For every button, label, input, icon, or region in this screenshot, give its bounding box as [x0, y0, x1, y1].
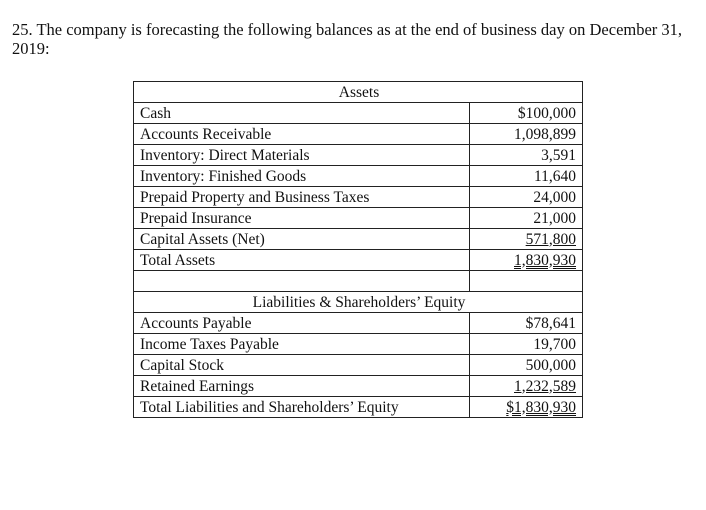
row-label: Retained Earnings — [134, 376, 470, 397]
assets-heading: Assets — [134, 82, 583, 103]
table-row — [134, 208, 583, 229]
spacer-row — [134, 271, 583, 292]
row-amount — [470, 229, 583, 250]
assets-heading-row — [134, 82, 583, 103]
table-row — [134, 313, 583, 334]
table-row — [134, 166, 583, 187]
row-amount: 19,700 — [470, 334, 583, 355]
row-label: Accounts Payable — [134, 313, 470, 334]
double-underlined-amount: $1,830,930 — [506, 398, 577, 416]
row-amount: $78,641 — [470, 313, 583, 334]
row-amount: 500,000 — [470, 355, 583, 376]
row-label: Total Assets — [134, 250, 470, 271]
row-amount — [470, 376, 583, 397]
row-label: Capital Stock — [134, 355, 470, 376]
row-label: Inventory: Direct Materials — [134, 145, 470, 166]
balance-sheet-table — [133, 81, 583, 418]
question-text: 25. The company is forecasting the following balances as at the end of business day on December 31, 2019: — [12, 20, 683, 58]
row-amount: 3,591 — [470, 145, 583, 166]
total-assets-row — [134, 250, 583, 271]
row-label: Accounts Receivable — [134, 124, 470, 145]
double-underlined-amount: 1,830,930 — [514, 251, 577, 269]
table-row — [134, 376, 583, 397]
row-amount: 11,640 — [470, 166, 583, 187]
row-label: Income Taxes Payable — [134, 334, 470, 355]
row-amount: $100,000 — [470, 103, 583, 124]
row-label: Capital Assets (Net) — [134, 229, 470, 250]
row-label: Prepaid Insurance — [134, 208, 470, 229]
row-amount — [470, 397, 583, 418]
table-row — [134, 334, 583, 355]
table-row — [134, 355, 583, 376]
liabilities-heading: Liabilities & Shareholders’ Equity — [134, 292, 583, 313]
row-label: Total Liabilities and Shareholders’ Equity — [134, 397, 470, 418]
table-row — [134, 124, 583, 145]
underlined-amount: 1,232,589 — [514, 377, 577, 395]
underlined-amount: 571,800 — [525, 230, 577, 248]
row-amount: 21,000 — [470, 208, 583, 229]
table-row — [134, 145, 583, 166]
row-label: Cash — [134, 103, 470, 124]
row-amount: 1,098,899 — [470, 124, 583, 145]
table-row — [134, 187, 583, 208]
row-amount: 24,000 — [470, 187, 583, 208]
spacer-cell — [134, 271, 470, 292]
total-liabilities-row — [134, 397, 583, 418]
row-amount — [470, 250, 583, 271]
row-label: Inventory: Finished Goods — [134, 166, 470, 187]
liabilities-heading-row — [134, 292, 583, 313]
row-label: Prepaid Property and Business Taxes — [134, 187, 470, 208]
spacer-cell — [470, 271, 583, 292]
table-row — [134, 103, 583, 124]
table-row — [134, 229, 583, 250]
